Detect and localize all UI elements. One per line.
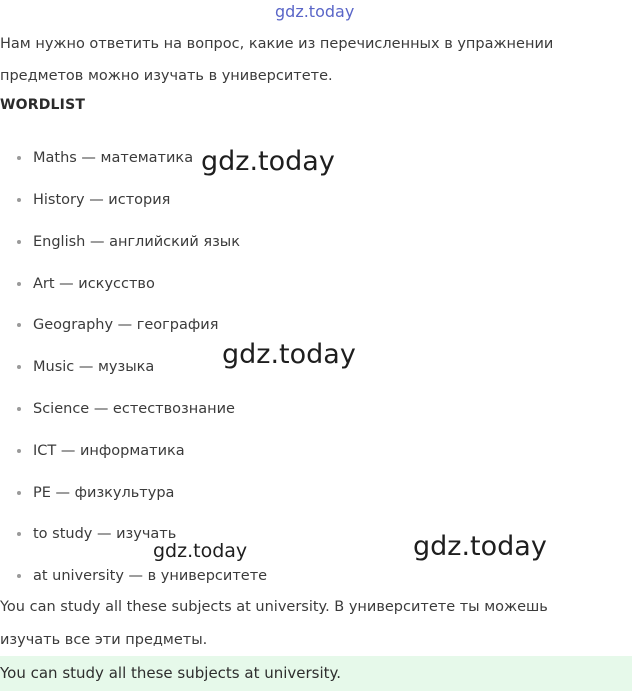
list-item-text: Maths — математика — [33, 150, 194, 166]
top-watermark: gdz.today — [275, 2, 355, 21]
bullet-icon — [17, 240, 21, 244]
bullet-icon — [17, 282, 21, 286]
bullet-icon — [17, 198, 21, 202]
intro-line-2: предметов можно изучать в университете. — [0, 68, 333, 84]
bullet-icon — [17, 532, 21, 536]
watermark: gdz.today — [413, 531, 547, 562]
translation-line-2: изучать все эти предметы. — [0, 632, 208, 648]
list-item-text: PE — физкультура — [33, 485, 175, 501]
list-item-text: Geography — география — [33, 317, 219, 333]
list-item-text: Science — естествознание — [33, 401, 235, 417]
watermark: gdz.today — [153, 540, 248, 562]
bullet-icon — [17, 491, 21, 495]
list-item-text: Art — искусство — [33, 276, 155, 292]
translation-line-1: You can study all these subjects at university. В университете ты можешь — [0, 599, 548, 615]
bullet-icon — [17, 323, 21, 327]
bullet-icon — [17, 407, 21, 411]
list-item-text: History — история — [33, 192, 171, 208]
intro-line-1: Нам нужно ответить на вопрос, какие из перечисленных в упражнении — [0, 36, 554, 52]
list-item-text: English — английский язык — [33, 234, 241, 250]
watermark: gdz.today — [201, 146, 335, 177]
list-item-text: Music — музыка — [33, 359, 155, 375]
answer-box: You can study all these subjects at university. — [0, 656, 632, 691]
wordlist-heading: WORDLIST — [0, 97, 86, 113]
watermark: gdz.today — [222, 339, 356, 370]
bullet-icon — [17, 365, 21, 369]
bullet-icon — [17, 574, 21, 578]
list-item-text: ICT — информатика — [33, 443, 185, 459]
list-item-text: to study — изучать — [33, 526, 177, 542]
bullet-icon — [17, 449, 21, 453]
list-item-text: at university — в университете — [33, 568, 268, 584]
bullet-icon — [17, 156, 21, 160]
